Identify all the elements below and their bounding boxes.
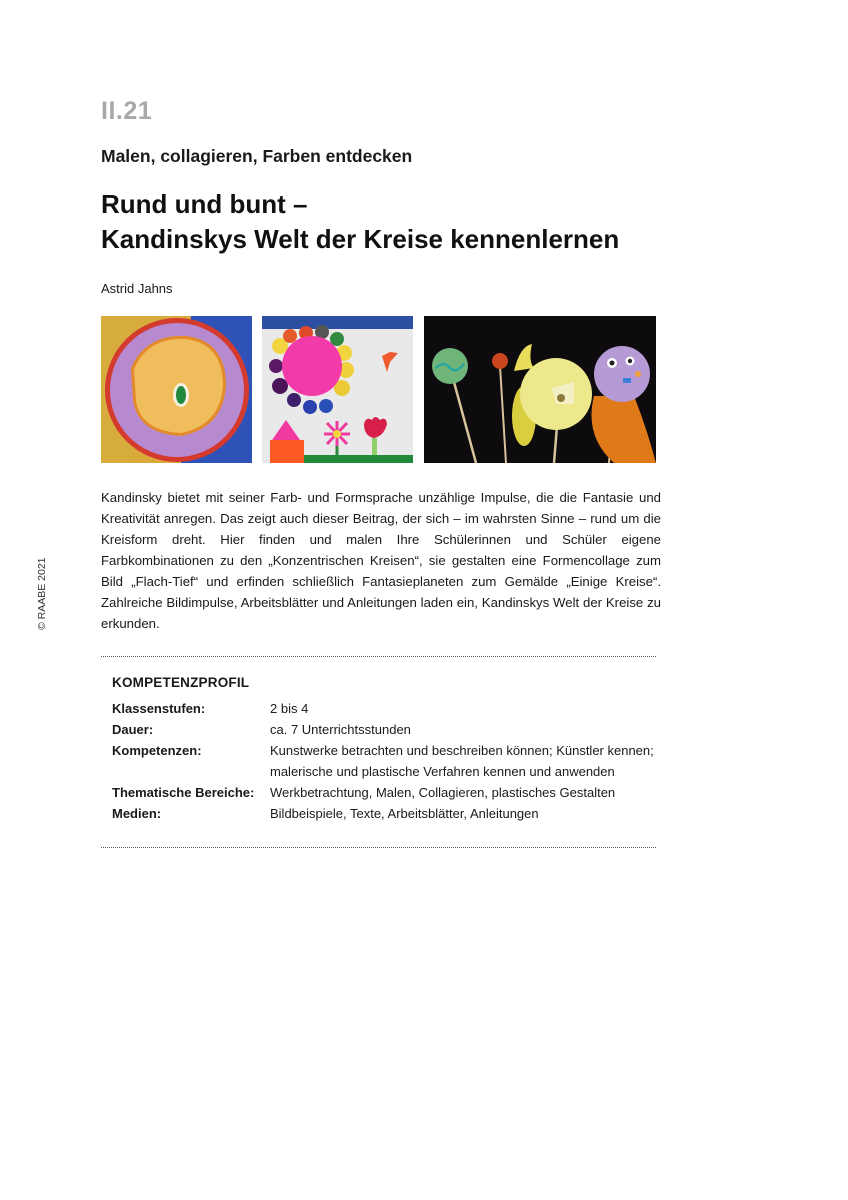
- fantasy-planets-image: [424, 316, 656, 463]
- page-title: [101, 187, 619, 257]
- divider-bottom: [101, 847, 656, 848]
- section-number: II.21: [101, 97, 153, 125]
- competence-profile-heading: KOMPETENZPROFIL: [112, 675, 250, 690]
- concentric-circles-painting-image: [101, 316, 252, 463]
- intro-paragraph: Kandinsky bietet mit seiner Farb- und Formsprache unzählige Impulse, die die Fantasie und Kreativität anregen. Das zeigt auch dieser Beitrag, der sich – im wahrsten Sinne – rund um die Kreisform dreht. Hier finden und malen Ihre Schülerinnen und Schüler eigene Farbkombinationen zu den „Konzentrischen Kreisen“, sie gestalten eine Formencollage zum Bild „Flach-Tief“ und erfinden schließlich Fantasieplaneten zum Gemälde „Einige Kreise“. Zahlreiche Bildimpulse, Arbeitsblätter und Anleitungen laden ein, Kandinskys Welt der Kreise zu erkunden.: [101, 490, 661, 631]
- profile-label: Kompetenzen:: [112, 743, 202, 758]
- profile-row-media: [112, 803, 662, 824]
- series-title: Malen, collagieren, Farben entdecken: [101, 146, 413, 166]
- profile-label: Klassenstufen:: [112, 701, 206, 716]
- shape-collage-image: [262, 316, 413, 463]
- profile-row-grades: [112, 698, 662, 719]
- profile-value: 2 bis 4: [270, 701, 309, 716]
- page-title-line-2: Kandinskys Welt der Kreise kennenlernen: [101, 224, 620, 254]
- profile-label: Thematische Bereiche:: [112, 785, 255, 800]
- author: Astrid Jahns: [101, 281, 173, 296]
- profile-value: Werkbetrachtung, Malen, Collagieren, plastisches Gestalten: [270, 785, 616, 800]
- profile-row-topics: [112, 782, 662, 803]
- profile-value: ca. 7 Unterrichtsstunden: [270, 722, 411, 737]
- profile-row-competences: [112, 740, 662, 782]
- profile-row-duration: [112, 719, 662, 740]
- profile-label: Medien:: [112, 806, 162, 821]
- competence-profile: [112, 675, 662, 824]
- profile-label: Dauer:: [112, 722, 154, 737]
- page-title-line-1: Rund und bunt –: [101, 189, 308, 219]
- profile-value: Kunstwerke betrachten und beschreiben können; Künstler kennen; malerische und plastische Verfahren kennen und anwenden: [270, 743, 654, 779]
- profile-value: Bildbeispiele, Texte, Arbeitsblätter, Anleitungen: [270, 806, 539, 821]
- copyright-notice: © RAABE 2021: [36, 557, 48, 630]
- divider-top: [101, 656, 656, 657]
